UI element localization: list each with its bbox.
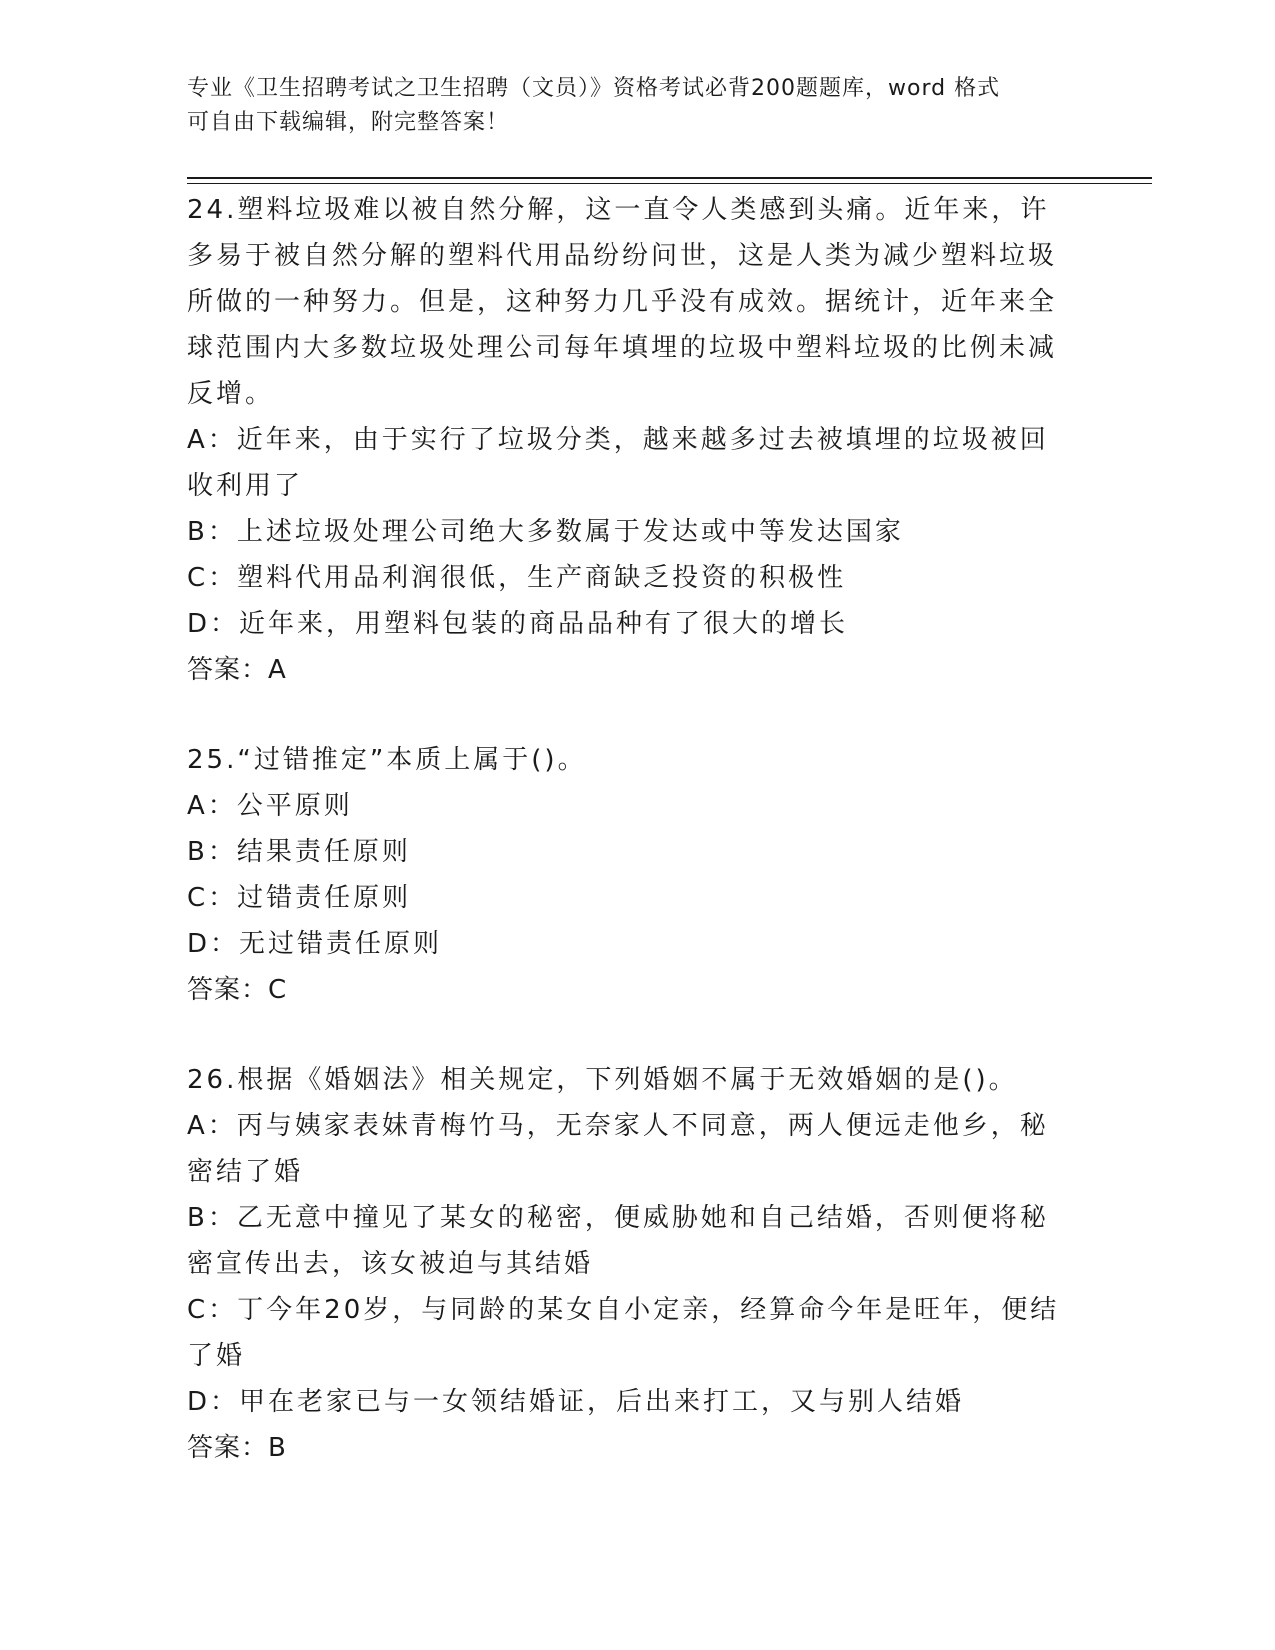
answer-label: 答案：B (187, 1433, 287, 1463)
answer-label: 答案：A (187, 655, 287, 685)
option-b: B：结果责任原则 (187, 837, 411, 867)
option-a: A：公平原则 (187, 791, 353, 821)
option-d: D：无过错责任原则 (187, 929, 443, 959)
option-c: C：丁今年20岁，与同龄的某女自小定亲，经算命今年是旺年，便结了婚 (187, 1295, 1060, 1371)
option-b: B：乙无意中撞见了某女的秘密，便威胁她和自己结婚，否则便将秘密宣传出去，该女被迫与其结婚 (187, 1203, 1049, 1279)
option-c: C：塑料代用品利润很低，生产商缺乏投资的积极性 (187, 563, 847, 593)
question-25 (187, 737, 1067, 1013)
header-divider-thick (187, 177, 1152, 179)
question-list (187, 187, 1067, 1515)
question-24 (187, 187, 1067, 693)
option-b: B：上述垃圾处理公司绝大多数属于发达或中等发达国家 (187, 517, 904, 547)
answer-label: 答案：C (187, 975, 288, 1005)
question-26 (187, 1057, 1067, 1471)
question-stem: 26.根据《婚姻法》相关规定，下列婚姻不属于无效婚姻的是()。 (187, 1065, 1018, 1095)
option-a: A：近年来，由于实行了垃圾分类，越来越多过去被填埋的垃圾被回收利用了 (187, 425, 1049, 501)
question-stem: 25.“过错推定”本质上属于()。 (187, 745, 587, 775)
document-header (187, 72, 1067, 140)
option-d: D：甲在老家已与一女领结婚证，后出来打工，又与别人结婚 (187, 1387, 965, 1417)
header-line-2: 可自由下载编辑，附完整答案！ (187, 110, 510, 135)
option-a: A：丙与姨家表妹青梅竹马，无奈家人不同意，两人便远走他乡，秘密结了婚 (187, 1111, 1049, 1187)
header-divider-thin (187, 183, 1152, 184)
question-stem: 24.塑料垃圾难以被自然分解，这一直令人类感到头痛。近年来，许多易于被自然分解的塑料代用品纷纷问世，这是人类为减少塑料垃圾所做的一种努力。但是，这种努力几乎没有成效。据统计，近年来全球范围内大多数垃圾处理公司每年填埋的垃圾中塑料垃圾的比例未减反增。 (187, 195, 1058, 409)
option-d: D：近年来，用塑料包装的商品品种有了很大的增长 (187, 609, 849, 639)
option-c: C：过错责任原则 (187, 883, 412, 913)
header-line-1: 专业《卫生招聘考试之卫生招聘（文员）》资格考试必背200题题库，word 格式 (187, 76, 1001, 101)
